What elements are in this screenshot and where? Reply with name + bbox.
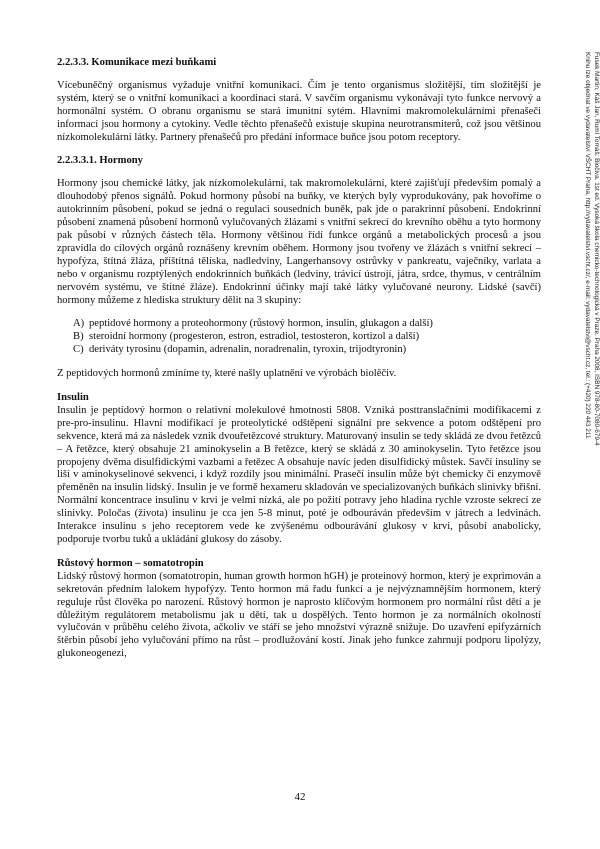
hormony-paragraph: Hormony jsou chemické látky, jak nízkomolekulární, tak makromolekulární, které zajišťují především pomalý a dlouhodobý přenos signálů. Pokud hormony působí na buňky, ve kterých byly vyprodukovány, pak hovoříme o autokrinním působení, pokud se jedná o regulaci sousedních buněk, pak jde o parakrinní působení. Endokrinní působení znamená působení hormonů vylučovaných žlázami s vnitřní sekrecí do krevního oběhu a tyto hormony pak působí v různých částech těla. Hormony většinou řídí funkce orgánů a metabolických procesů a jsou zpravidla do cílových orgánů roznášeny krevním oběhem. Hormony jsou tvořeny ve žlázách s vnitřní sekrecí – hypofýza, štítná žláza, příštítná tělíska, nadledviny, Langerhansovy ostrůvky v pankreatu, vaječníky, varlata a nebo v organismu rozptýlených endokrinních buňkách (ledviny, trávicí ústrojí, játra, srdce, thymus, v centrálním nervovém systému, ve štítné žláze). Endokrinní účinky mají také látky vylučované neurony. Lidské (savčí) hormony můžeme z hlediska struktury dělit na 3 skupiny: [57, 178, 541, 306]
page-body [57, 57, 541, 672]
citation-line-2: Knihu lze objednat ve vydavatelství VŠCHT Praha, http://vydavatelstvi.vscht.cz/, e-mail: vydavatelstvi@vscht.cz, tel.: (+420) 220 443 211 [584, 52, 591, 439]
insulin-paragraph: Insulin je peptidový hormon o relativní molekulové hmotnosti 5808. Vzniká posttranslačními modifikacemi z pre-pro-insulinu. Hlavní modifikací je proteolytické odštěpení signální pre sekvence a potom odštěpení pro sekvence, která má za následek vznik dvouřetězcové struktury. Maturovaný insulin se tedy skládá ze dvou řetězců – A řetězce, který obsahuje 21 aminokyselin a B řetězce, který se skládá z 30 aminokyselin. Tyto řetězce jsou propojeny dvěma disulfidickými vazbami a řetězec A obsahuje navíc jeden disulfidický můstek. Savčí insuliny se liší v aminokyselinové sekvenci, i když rozdíly jsou minimální. Prasečí insulin může být chemicky či enzymově přeměněn na insulin lidský. Insulin je ve formě hexameru skladován ve specializovaných buňkách slinivky břišní. Normální koncentrace insulinu v krvi je velmi nízká, ale po požití potravy jeho hladina rychle vzroste sekrecí ze slinivky. Poločas (života) insulinu je cca jen 5-8 minut, poté je odbouráván především v játrech a ledvinách. Interakce insulinu s jeho receptorem vede ke zvýšenému odbourávání glukosy v krvi, působí anabolicky, podporuje tvorbu tuků a ukládání glukosy do zásoby. [57, 404, 541, 545]
list-marker: B) [73, 331, 84, 343]
side-citation [567, 52, 600, 572]
growth-hormone-paragraph: Lidský růstový hormon (somatotropin, human growth hormon hGH) je proteinový hormon, který je exprimován a sekretován předním lalokem hypofýzy. Tento hormon má řadu funkcí a je nejvýznamnějším hormonem, který reguluje růst člověka po narození. Růstový hormon je naprosto klíčovým hormonem pro normální růst dětí a je důležitým regulátorem metabolismu jak u dětí, tak u dospělých. Tento hormon je za normálních okolností vylučován v průběhu celého života, ačkoliv ve stáří se jeho množství výrazně snižuje. Do uzavření epifyzárních štěrbin působí jeho vylučování přímo na růst – prodlužování kostí. Jinak jeho funkce zahrnují podporu lipolýzy, glukoneogenezi, [57, 570, 541, 660]
subsection-heading-hormony: 2.2.3.3.1. Hormony [57, 155, 143, 167]
list-item [73, 344, 541, 357]
list-item-text: steroidní hormony (progesteron, estron, estradiol, testosteron, kortizol a další) [89, 331, 420, 343]
list-item-text: deriváty tyrosinu (dopamin, adrenalin, noradrenalin, tyroxin, trijodtyronin) [89, 344, 407, 356]
page-number: 42 [294, 791, 306, 803]
section-heading: 2.2.3.3. Komunikace mezi buňkami [57, 57, 217, 68]
intro-paragraph: Vícebuněčný organismus vyžaduje vnitřní komunikaci. Čím je tento organismus složitější, tím složitější je systém, který se o vnitřní komunikaci a koordinaci stará. V savčím organismu vykonávají tyto funkce nervový a hormonální systém. O obranu organismu se stará imunitní sytém. Hlavními makromolekulárními přenašeči informací jsou hormony a cytokiny. Vedle těchto přenašečů existuje skupina neurotransmiterů, což jsou většinou nízkomolekulární látky. Partnery přenašečů pro předání informace buňce jsou potom receptory. [57, 79, 541, 143]
heading-growth-hormone: Růstový hormon – somatotropin [57, 557, 204, 569]
list-item [73, 318, 541, 331]
heading-insulin: Insulin [57, 392, 89, 404]
hormone-groups-list [73, 318, 541, 357]
peptide-paragraph: Z peptidových hormonů zmíníme ty, které našly uplatnění ve výrobách biolěčiv. [57, 368, 397, 380]
list-marker: A) [73, 318, 85, 330]
citation-line-1: Fusek Martin, Káš Jan, Ruml Tomáš: Biočiva. 1st ed. Vysoká škola chemicko-technologická v Praze, Praha 2008, ISBN 978-80-7080-679-4 [593, 52, 600, 446]
list-item [73, 331, 541, 344]
list-item-text: peptidové hormony a proteohormony (růstový hormon, insulin, glukagon a další) [89, 318, 433, 330]
list-marker: C) [73, 344, 84, 356]
